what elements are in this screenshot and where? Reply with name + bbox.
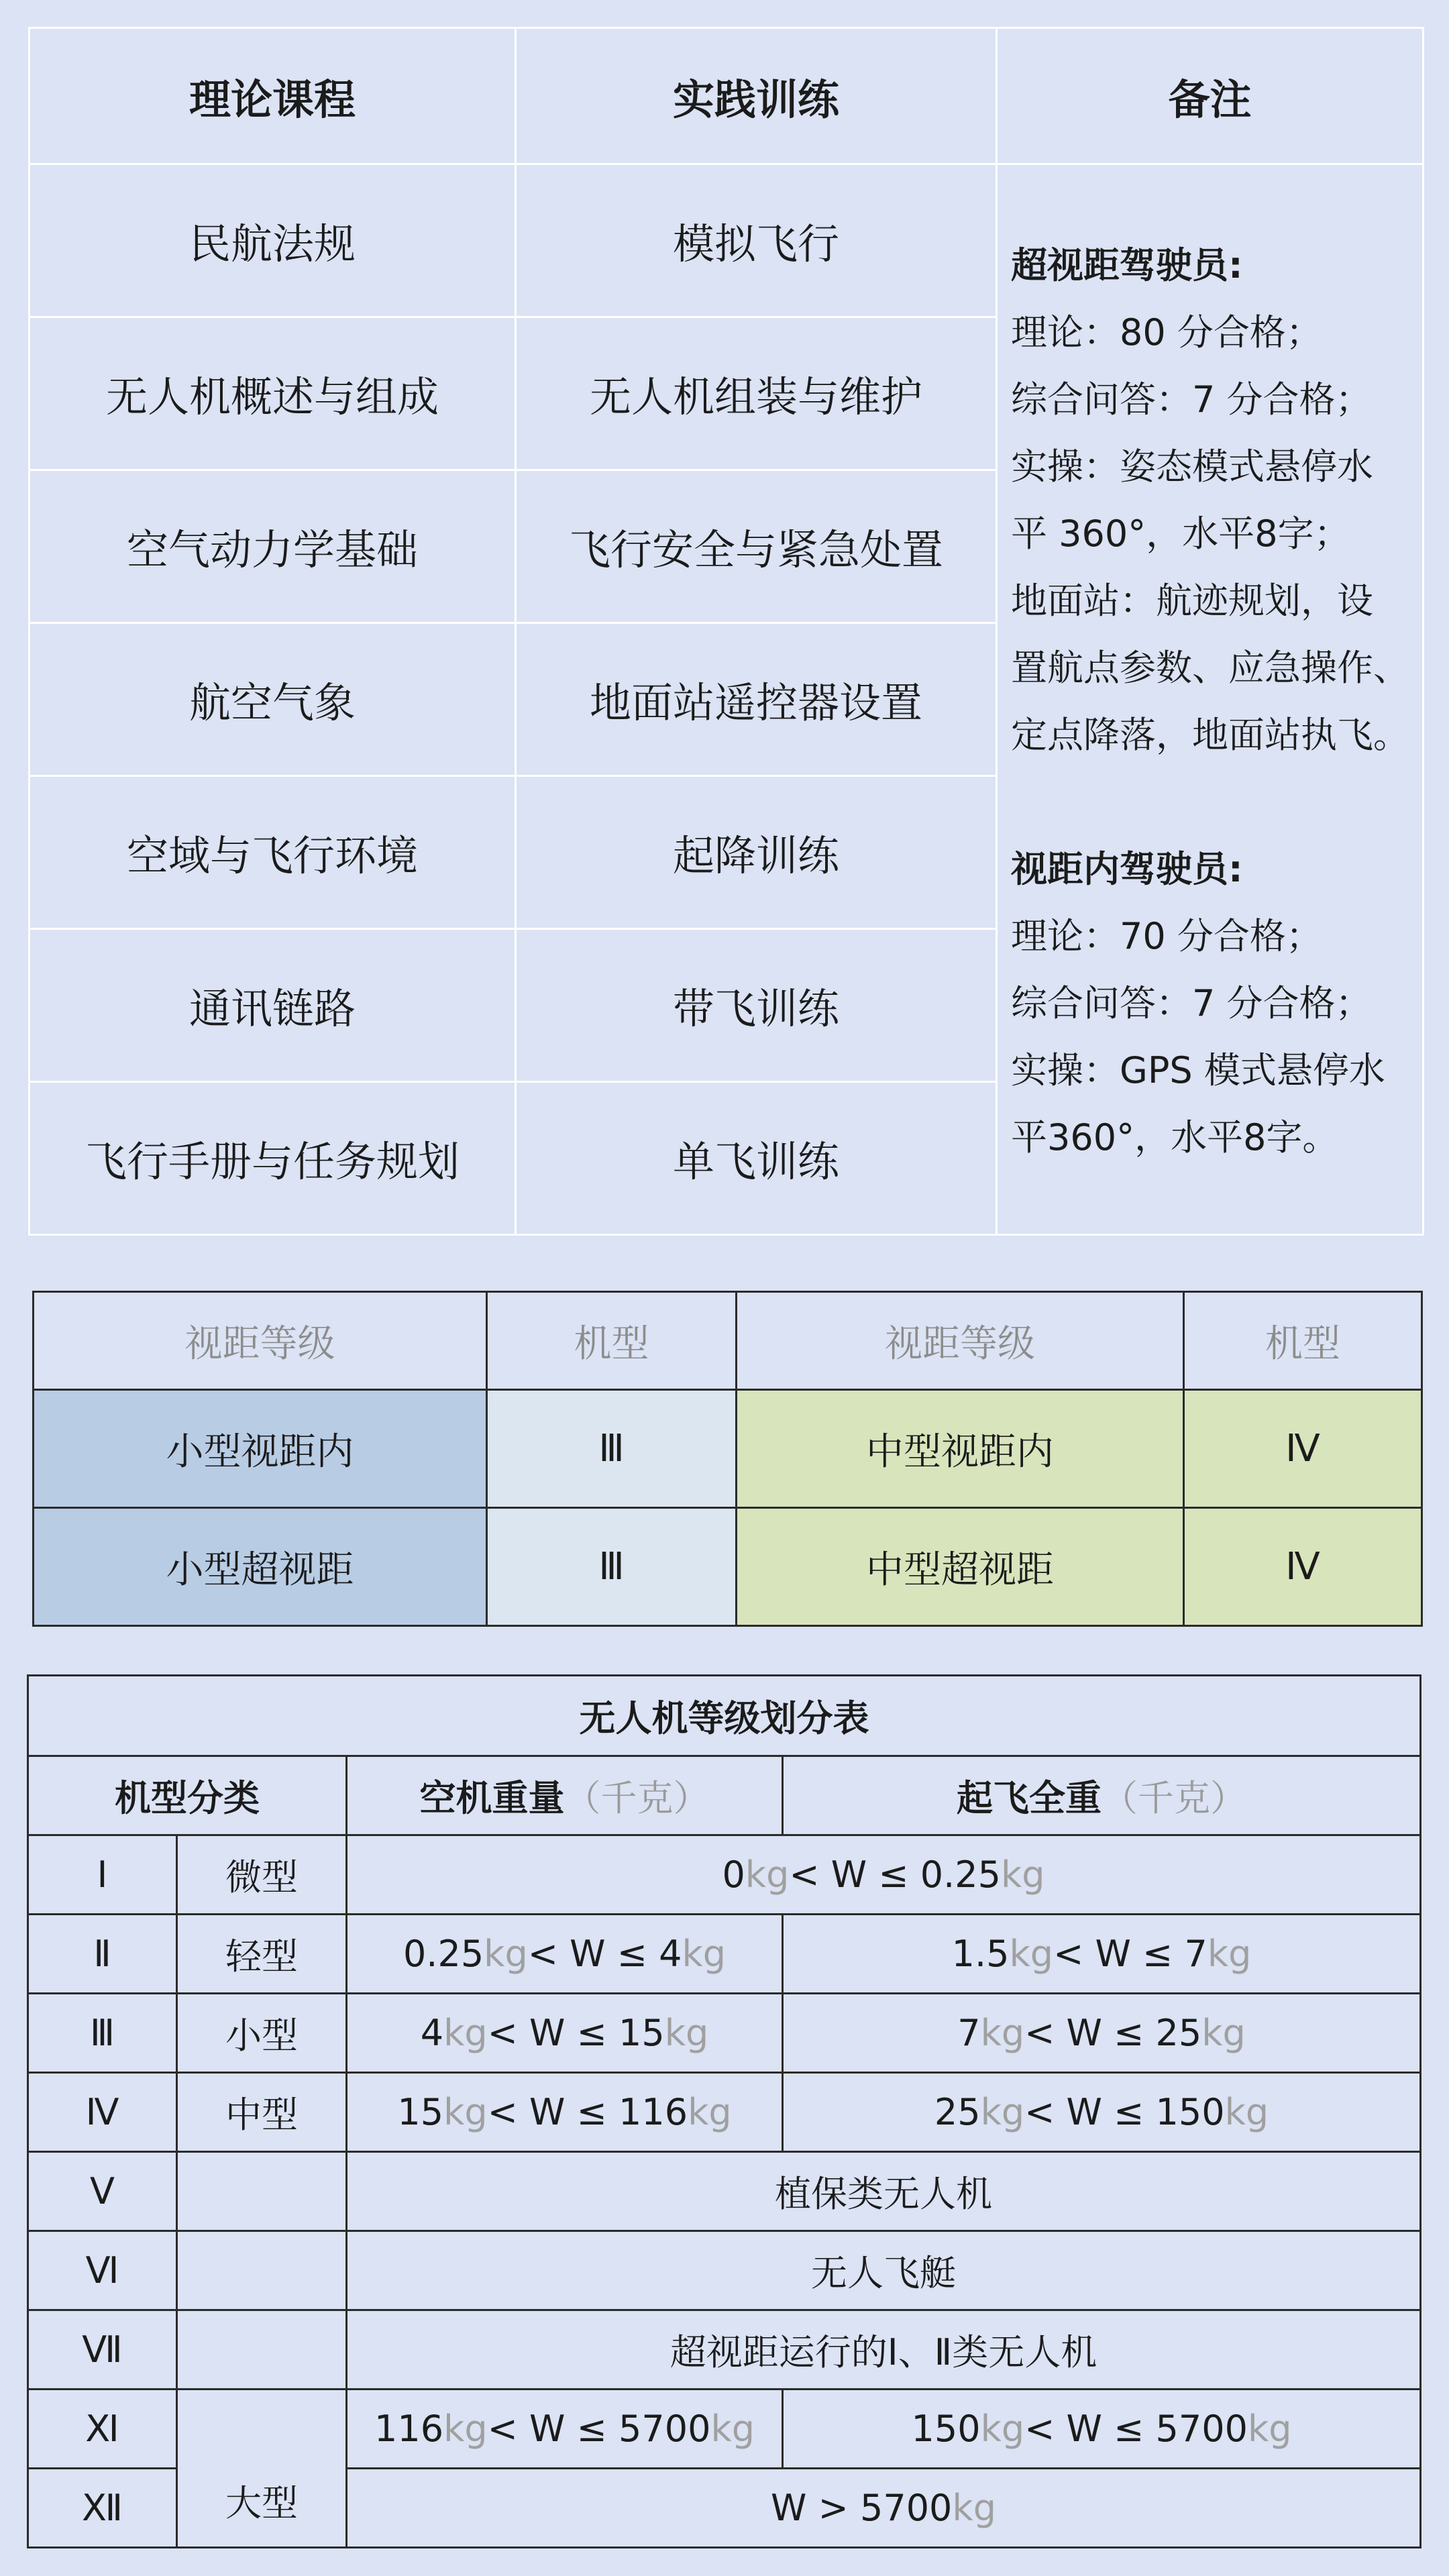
class-number: Ⅵ bbox=[28, 2231, 177, 2310]
theory-cell: 空气动力学基础 bbox=[30, 470, 516, 623]
class-number: Ⅱ bbox=[28, 1915, 177, 1994]
empty-weight-range: 116kg< W ≤ 5700kg bbox=[347, 2390, 783, 2469]
class-name bbox=[177, 2152, 347, 2231]
curriculum-row bbox=[30, 164, 1424, 317]
unit-label: （千克） bbox=[1102, 1777, 1246, 1819]
class-number: Ⅲ bbox=[28, 1994, 177, 2073]
weight-range: 0kg< W ≤ 0.25kg bbox=[347, 1835, 1421, 1915]
takeoff-weight-range: 7kg< W ≤ 25kg bbox=[783, 1994, 1421, 2073]
class-description: 超视距运行的Ⅰ、Ⅱ类无人机 bbox=[347, 2310, 1421, 2390]
class-name bbox=[177, 2231, 347, 2310]
note-line: 实操：GPS 模式悬停水 bbox=[1011, 1049, 1385, 1091]
theory-cell: 通讯链路 bbox=[30, 929, 516, 1082]
level-header-row bbox=[34, 1292, 1422, 1390]
classification-header-row bbox=[28, 1756, 1421, 1835]
header-note: 备注 bbox=[997, 28, 1424, 164]
practice-cell: 飞行安全与紧急处置 bbox=[516, 470, 997, 623]
theory-cell: 民航法规 bbox=[30, 164, 516, 317]
table-row bbox=[28, 2231, 1421, 2310]
empty-weight-range: 15kg< W ≤ 116kg bbox=[347, 2073, 783, 2152]
table-row bbox=[28, 1915, 1421, 1994]
class-name: 中型 bbox=[177, 2073, 347, 2152]
class-number: Ⅺ bbox=[28, 2390, 177, 2469]
level-cell: 小型超视距 bbox=[34, 1508, 487, 1626]
class-name: 轻型 bbox=[177, 1915, 347, 1994]
note-line: 综合问答：7 分合格； bbox=[1011, 378, 1372, 421]
level-cell: 中型视距内 bbox=[737, 1390, 1184, 1508]
empty-weight-range: 4kg< W ≤ 15kg bbox=[347, 1994, 783, 2073]
practice-cell: 模拟飞行 bbox=[516, 164, 997, 317]
header-sight-level: 视距等级 bbox=[737, 1292, 1184, 1390]
vlos-title: 视距内驾驶员: bbox=[1011, 848, 1243, 890]
note-line: 理论：70 分合格； bbox=[1011, 915, 1322, 957]
classification-table bbox=[27, 1674, 1421, 2548]
class-name: 小型 bbox=[177, 1994, 347, 2073]
practice-cell: 单飞训练 bbox=[516, 1082, 997, 1235]
note-line: 实操：姿态模式悬停水 bbox=[1011, 445, 1373, 488]
model-cell: Ⅲ bbox=[487, 1508, 737, 1626]
class-name: 微型 bbox=[177, 1835, 347, 1915]
note-line: 置航点参数、应急操作、 bbox=[1011, 647, 1409, 689]
header-takeoff-weight: 起飞全重（千克） bbox=[783, 1756, 1421, 1835]
curriculum-header-row bbox=[30, 28, 1424, 164]
header-empty-weight: 空机重量（千克） bbox=[347, 1756, 783, 1835]
note-line: 理论：80 分合格； bbox=[1011, 311, 1322, 354]
takeoff-weight-range: 150kg< W ≤ 5700kg bbox=[783, 2390, 1421, 2469]
theory-cell: 飞行手册与任务规划 bbox=[30, 1082, 516, 1235]
takeoff-weight-range: 25kg< W ≤ 150kg bbox=[783, 2073, 1421, 2152]
theory-cell: 无人机概述与组成 bbox=[30, 317, 516, 470]
table-row bbox=[28, 2390, 1421, 2469]
bvlos-title: 超视距驾驶员: bbox=[1011, 244, 1243, 286]
note-line: 平 360°，水平8字； bbox=[1011, 513, 1350, 555]
practice-cell: 地面站遥控器设置 bbox=[516, 623, 997, 776]
table-row bbox=[28, 2310, 1421, 2390]
header-model: 机型 bbox=[487, 1292, 737, 1390]
curriculum-table bbox=[28, 27, 1424, 1236]
header-type: 机型分类 bbox=[28, 1756, 347, 1835]
header-model: 机型 bbox=[1184, 1292, 1422, 1390]
table-row bbox=[28, 2152, 1421, 2231]
note-line: 综合问答：7 分合格； bbox=[1011, 982, 1372, 1024]
level-row bbox=[34, 1508, 1422, 1626]
theory-cell: 空域与飞行环境 bbox=[30, 776, 516, 929]
note-line: 地面站：航迹规划，设 bbox=[1011, 580, 1373, 622]
theory-cell: 航空气象 bbox=[30, 623, 516, 776]
note-line: 平360°，水平8字。 bbox=[1011, 1116, 1339, 1159]
class-description: 无人飞艇 bbox=[347, 2231, 1421, 2310]
model-cell: Ⅳ bbox=[1184, 1390, 1422, 1508]
class-name: 大型 bbox=[177, 2390, 347, 2548]
takeoff-weight-range: 1.5kg< W ≤ 7kg bbox=[783, 1915, 1421, 1994]
table-row bbox=[28, 1994, 1421, 2073]
level-table bbox=[32, 1291, 1423, 1627]
header-sight-level: 视距等级 bbox=[34, 1292, 487, 1390]
practice-cell: 带飞训练 bbox=[516, 929, 997, 1082]
level-row bbox=[34, 1390, 1422, 1508]
class-description: 植保类无人机 bbox=[347, 2152, 1421, 2231]
model-cell: Ⅲ bbox=[487, 1390, 737, 1508]
class-number: Ⅳ bbox=[28, 2073, 177, 2152]
class-name bbox=[177, 2310, 347, 2390]
level-cell: 小型视距内 bbox=[34, 1390, 487, 1508]
model-cell: Ⅳ bbox=[1184, 1508, 1422, 1626]
practice-cell: 无人机组装与维护 bbox=[516, 317, 997, 470]
table-row bbox=[28, 1835, 1421, 1915]
class-number: Ⅰ bbox=[28, 1835, 177, 1915]
unit-label: （千克） bbox=[564, 1777, 710, 1819]
note-cell bbox=[997, 164, 1424, 1235]
table-row bbox=[28, 2073, 1421, 2152]
header-practice: 实践训练 bbox=[516, 28, 997, 164]
practice-cell: 起降训练 bbox=[516, 776, 997, 929]
level-cell: 中型超视距 bbox=[737, 1508, 1184, 1626]
table-title: 无人机等级划分表 bbox=[28, 1676, 1421, 1756]
empty-weight-range: 0.25kg< W ≤ 4kg bbox=[347, 1915, 783, 1994]
weight-range: W > 5700kg bbox=[347, 2469, 1421, 2548]
class-number: Ⅴ bbox=[28, 2152, 177, 2231]
header-theory: 理论课程 bbox=[30, 28, 516, 164]
class-number: Ⅻ bbox=[28, 2469, 177, 2548]
classification-title-row bbox=[28, 1676, 1421, 1756]
class-number: Ⅶ bbox=[28, 2310, 177, 2390]
note-line: 定点降落，地面站执飞。 bbox=[1011, 714, 1409, 756]
